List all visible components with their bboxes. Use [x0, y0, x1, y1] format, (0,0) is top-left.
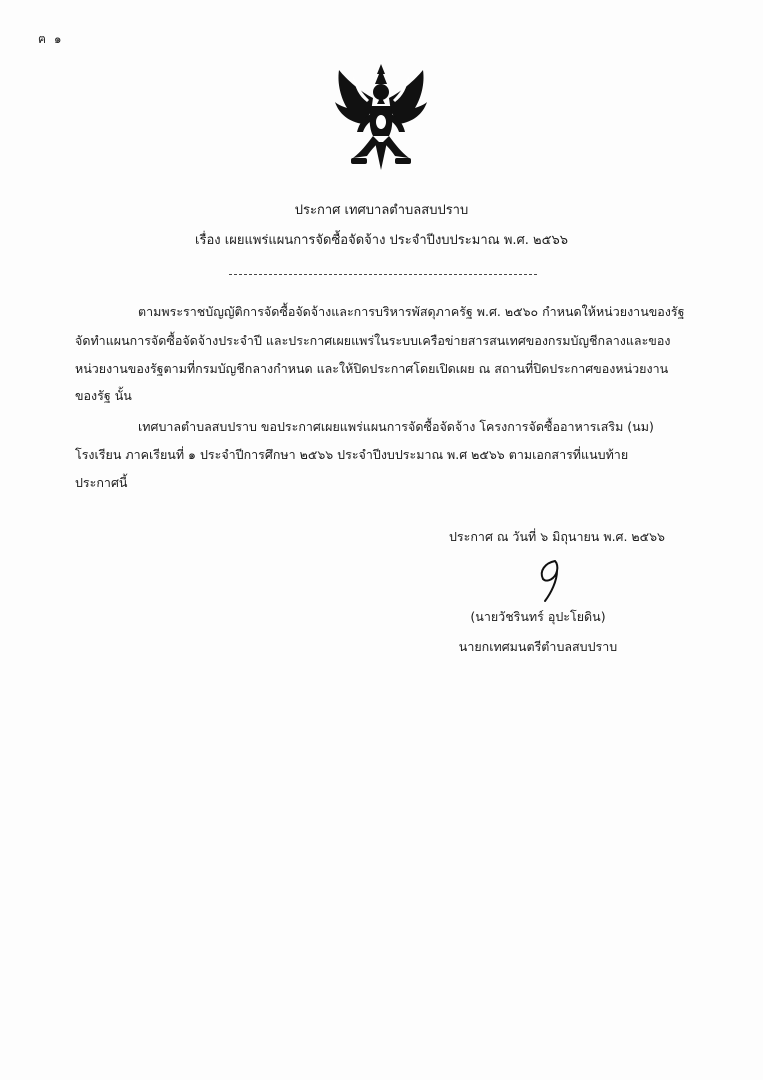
corner-mark: ฅ ๑: [38, 32, 64, 46]
paragraph-1-line-3: หน่วยงานของรัฐตามที่กรมบัญชีกลางกำหนด และให้ปิดประกาศโดยเปิดเผย ณ สถานที่ปิดประกาศของหน่วยงาน: [75, 361, 669, 376]
announce-date: ประกาศ ณ วันที่ ๖ มิถุนายน พ.ศ. ๒๕๖๖: [449, 529, 665, 544]
paragraph-1-line-4: ของรัฐ นั้น: [75, 388, 132, 403]
header-line-2: เรื่อง เผยแพร่แผนการจัดซื้อจัดจ้าง ประจำปีงบประมาณ พ.ศ. ๒๕๖๖: [195, 233, 568, 248]
paragraph-2-line-1: เทศบาลตำบลสบปราบ ขอประกาศเผยแพร่แผนการจัดซื้อจัดจ้าง โครงการจัดซื้ออาหารเสริม (นม): [138, 419, 654, 434]
signature: [525, 555, 575, 605]
paragraph-2-line-3: ประกาศนี้: [75, 475, 128, 490]
signer-name: (นายวัชรินทร์ อุปะโยดิน): [470, 609, 606, 624]
divider-line: [229, 274, 537, 275]
paragraph-1-line-1: ตามพระราชบัญญัติการจัดซื้อจัดจ้างและการบริหารพัสดุภาครัฐ พ.ศ. ๒๕๖๐ กำหนดให้หน่วยงานของรัฐ: [138, 304, 685, 319]
garuda-emblem-icon: [333, 62, 429, 172]
paragraph-2-line-2: โรงเรียน ภาคเรียนที่ ๑ ประจำปีการศึกษา ๒๕๖๖ ประจำปีงบประมาณ พ.ศ ๒๕๖๖ ตามเอกสารที่แนบท้าย: [75, 447, 629, 462]
header-line-1: ประกาศ เทศบาลตำบลสบปราบ: [294, 203, 469, 218]
paragraph-1-line-2: จัดทำแผนการจัดซื้อจัดจ้างประจำปี และประกาศเผยแพร่ในระบบเครือข่ายสารสนเทศของกรมบัญชีกลางและของ: [75, 333, 671, 348]
signer-title: นายกเทศมนตรีตำบลสบปราบ: [458, 639, 618, 654]
